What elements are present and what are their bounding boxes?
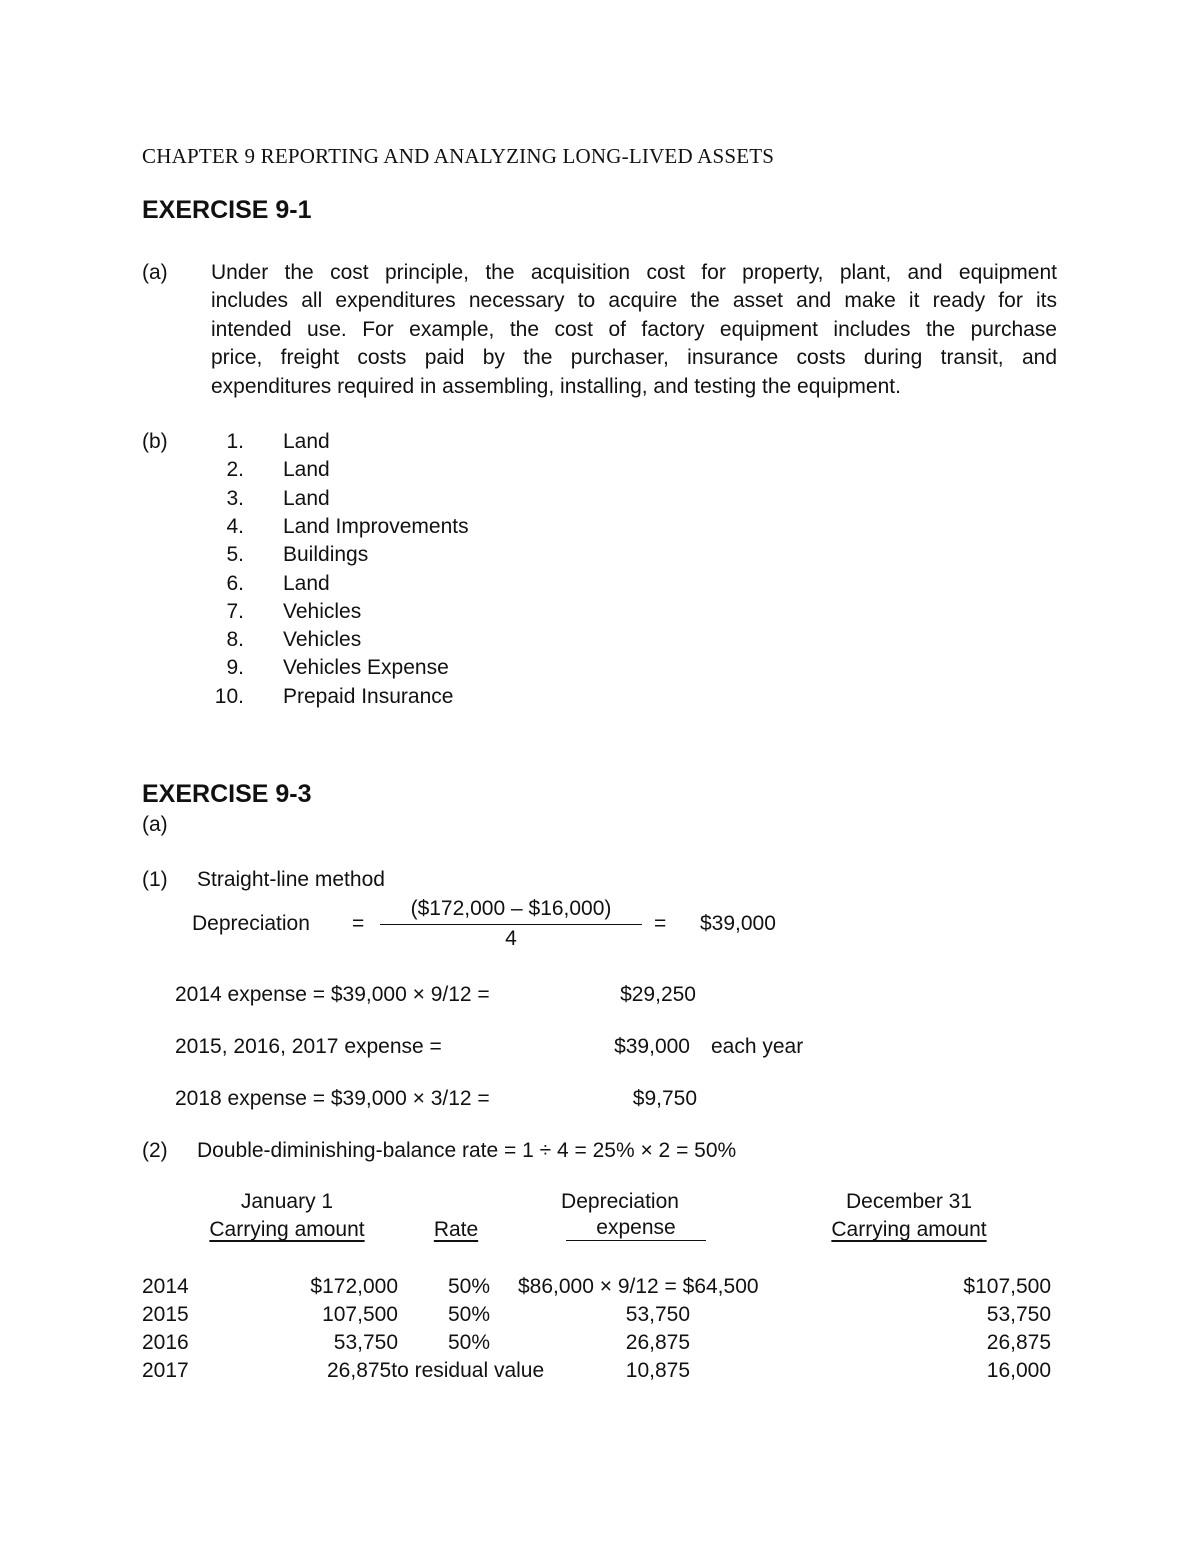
row-year: 2015 [142, 1303, 189, 1326]
paragraph-line: includes all expenditures necessary to acquire the asset and make it ready for its [211, 289, 1057, 313]
equals-sign: = [352, 912, 365, 935]
paragraph-line: intended use. For example, the cost of factory equipment includes the purchase [211, 317, 1057, 341]
row-rate: 50% [447, 1275, 490, 1298]
list-item-number: 1. [226, 430, 244, 453]
expense-line-text: 2015, 2016, 2017 expense = [175, 1035, 442, 1058]
part-b-label: (b) [142, 430, 168, 453]
row-year: 2014 [142, 1275, 189, 1298]
chapter-title: CHAPTER 9 REPORTING AND ANALYZING LONG-LIVED ASSETS [142, 144, 775, 168]
row-expense: 10,875 [625, 1359, 690, 1382]
list-item-text: Prepaid Insurance [283, 684, 454, 708]
header-carrying-amount: Carrying amount [209, 1218, 365, 1241]
row-closing: 26,875 [986, 1331, 1051, 1354]
list-item-text: Vehicles [283, 599, 362, 623]
ddb-rate-text: Double-diminishing-balance rate = 1 ÷ 4 = 25% × 2 = 50% [197, 1139, 737, 1162]
list-item-number: 6. [226, 571, 244, 595]
annual-depreciation-value: $39,000 [700, 912, 776, 935]
header-expense: expense [566, 1216, 706, 1241]
list-item-number: 9. [226, 656, 244, 680]
equals-sign: = [654, 912, 667, 935]
header-december-31: December 31 [845, 1190, 973, 1213]
row-opening: 107,500 [322, 1303, 398, 1326]
expense-line-value: $39,000 [614, 1035, 690, 1058]
header-depreciation: Depreciation [561, 1190, 679, 1213]
list-item-number: 4. [226, 514, 244, 538]
part-a-label-9-3: (a) [142, 813, 168, 836]
fraction-denominator: 4 [505, 927, 517, 950]
row-opening: $172,000 [310, 1275, 398, 1298]
row-expense: $86,000 × 9/12 = $64,500 [518, 1275, 759, 1298]
row-expense: 53,750 [625, 1303, 690, 1326]
header-carrying-amount-end: Carrying amount [831, 1218, 987, 1241]
row-year: 2017 [142, 1359, 189, 1382]
row-closing: $107,500 [963, 1275, 1051, 1298]
list-item-text: Land [283, 430, 330, 453]
part-2-label: (2) [142, 1139, 168, 1162]
expense-line-value: $29,250 [620, 983, 696, 1006]
expense-line-note: each year [711, 1035, 804, 1058]
header-january-1: January 1 [240, 1190, 334, 1213]
fraction-numerator: ($172,000 – $16,000) [410, 897, 612, 920]
header-rate: Rate [433, 1218, 479, 1241]
list-item-text: Land [283, 486, 330, 510]
list-item-text: Vehicles [283, 628, 362, 652]
list-item-number: 10. [214, 684, 244, 708]
straight-line-heading: Straight-line method [197, 868, 385, 891]
part-a-label: (a) [142, 261, 168, 284]
list-item-text: Buildings [283, 543, 369, 567]
expense-line-text: 2018 expense = $39,000 × 3/12 = [175, 1087, 490, 1110]
list-item-text: Land [283, 571, 330, 595]
list-item-number: 8. [226, 628, 244, 652]
list-item-number: 3. [226, 486, 244, 510]
part-a-paragraph [211, 259, 1057, 401]
paragraph-line: price, freight costs paid by the purchaser, insurance costs during transit, and [211, 346, 1057, 370]
row-expense: 26,875 [625, 1331, 690, 1354]
expense-line-text: 2014 expense = $39,000 × 9/12 = [175, 983, 490, 1006]
list-item-number: 2. [226, 458, 244, 482]
exercise-9-3-title: EXERCISE 9-3 [142, 780, 312, 808]
row-opening: 53,750 [333, 1331, 398, 1354]
list-item-text: Land [283, 458, 330, 482]
list-item-number: 5. [226, 543, 244, 567]
row-rate: 50% [447, 1303, 490, 1326]
list-item-text: Land Improvements [283, 514, 469, 538]
row-closing: 53,750 [986, 1303, 1051, 1326]
paragraph-line: expenditures required in assembling, installing, and testing the equipment. [211, 374, 901, 398]
row-rate: 50% [447, 1331, 490, 1354]
list-item-text: Vehicles Expense [283, 656, 449, 680]
row-year: 2016 [142, 1331, 189, 1354]
part-1-label: (1) [142, 868, 168, 891]
row-opening: 26,875to residual value [327, 1359, 545, 1382]
list-item-number: 7. [226, 599, 244, 623]
paragraph-line: Under the cost principle, the acquisition cost for property, plant, and equipment [211, 261, 1057, 284]
expense-line-value: $9,750 [632, 1087, 697, 1110]
depreciation-label: Depreciation [192, 912, 310, 935]
exercise-9-1-title: EXERCISE 9-1 [142, 196, 312, 224]
row-closing: 16,000 [986, 1359, 1051, 1382]
